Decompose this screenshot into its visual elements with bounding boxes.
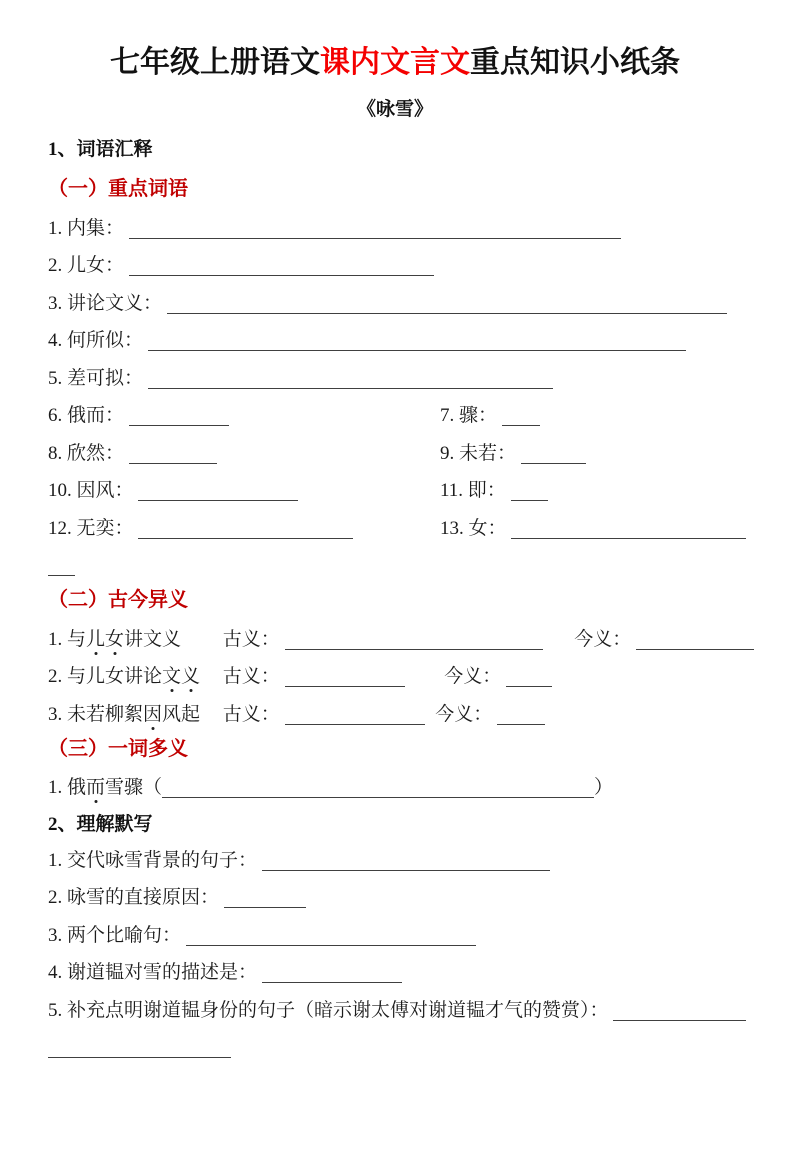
dictation-row-5-continuation: [48, 1036, 742, 1059]
page-title: [48, 42, 742, 84]
vocab-row-6: [48, 404, 440, 427]
dictation-row-2: [48, 886, 742, 909]
fill-blank: [636, 629, 754, 650]
section-2-heading: 2、理解默写: [48, 814, 153, 835]
question-label: 3. 两个比喻句：: [48, 924, 182, 946]
gu-label: 古义：: [222, 703, 280, 725]
question-label: 2. 咏雪的直接原因：: [48, 887, 220, 908]
term-label: 12. 无奕：: [48, 517, 134, 539]
section-1-heading: 1、词语汇释: [48, 139, 153, 160]
fill-blank: [162, 777, 594, 798]
term-label: 6. 俄而：: [48, 405, 125, 426]
subsection-1-heading: （一）重点词语: [48, 178, 188, 200]
fill-blank: [48, 555, 75, 576]
title-black-segment-2: 重点知识小纸条: [470, 46, 680, 79]
term-label: 10. 因风：: [48, 480, 134, 501]
fill-blank: [262, 850, 550, 871]
question-label: 1. 交代咏雪背景的句子：: [48, 849, 258, 871]
phrase-pre: 2. 与儿女讲论: [48, 666, 163, 687]
dictation-row-5: [48, 999, 742, 1022]
title-black-segment-1: 七年级上册语文: [110, 46, 320, 79]
gu-label: 古义：: [222, 628, 280, 650]
term-label: 1. 内集：: [48, 217, 125, 239]
title-red-segment: 课内文言文: [320, 46, 470, 79]
fill-blank: [48, 1037, 231, 1058]
phrase-emphasized: 而: [86, 777, 106, 798]
vocab-row-11: [440, 479, 742, 502]
vocab-row-2: [48, 254, 742, 277]
fill-blank: [262, 962, 402, 983]
phrase-label: [48, 628, 218, 651]
fill-blank: [138, 480, 298, 501]
question-label: 4. 谢道韫对雪的描述是：: [48, 962, 258, 983]
gu-label: 古义：: [222, 666, 280, 687]
vocab-row-13: [440, 517, 746, 540]
phrase-post: 风起: [162, 703, 201, 725]
fill-blank: [502, 405, 540, 426]
vocab-row-8-9: [48, 442, 742, 465]
term-label: 13. 女：: [440, 517, 507, 539]
term-label: 4. 何所似：: [48, 330, 144, 351]
phrase-post: 雪骤（: [105, 777, 163, 798]
polysemy-row-1: [48, 776, 742, 799]
fill-blank: [497, 704, 545, 725]
vocab-row-10-11: [48, 479, 742, 502]
fill-blank: [511, 518, 746, 539]
dictation-row-1: [48, 849, 742, 872]
fill-blank: [129, 405, 229, 426]
fill-blank: [129, 255, 434, 276]
term-label: 9. 未若：: [440, 442, 517, 464]
phrase-pre: 1. 与: [48, 628, 87, 650]
dictation-row-4: [48, 961, 742, 984]
fill-blank: [521, 443, 586, 464]
fill-blank: [285, 629, 543, 650]
worksheet-page: [0, 42, 790, 1059]
phrase-pre: 1. 俄: [48, 777, 87, 798]
term-label: 2. 儿女：: [48, 255, 125, 276]
fill-blank: [511, 480, 548, 501]
subsection-3-heading: （三）一词多义: [48, 737, 188, 760]
term-label: 5. 差可拟：: [48, 367, 144, 389]
phrase-emphasized: 文义: [162, 666, 201, 687]
vocab-row-12-13: [48, 517, 742, 540]
vocab-row-8: [48, 442, 440, 465]
question-label: 5. 补充点明谢道韫身份的句子（暗示谢太傅对谢道韫才气的赞赏）：: [48, 999, 609, 1021]
vocab-row-1: [48, 217, 742, 240]
vocab-row-3: [48, 292, 742, 315]
fill-blank: [224, 887, 306, 908]
phrase-emphasized: 儿女: [86, 628, 125, 650]
phrase-label: [48, 665, 218, 688]
jin-label: 今义：: [574, 628, 632, 650]
fill-blank: [148, 368, 553, 389]
subsection-2-heading: （二）古今异义: [48, 589, 188, 611]
phrase-emphasized: 因: [143, 703, 163, 725]
fill-blank: [285, 704, 425, 725]
vocab-row-9: [440, 442, 742, 465]
fill-blank: [148, 330, 686, 351]
term-label: 7. 骤：: [440, 405, 498, 426]
phrase-label: [48, 703, 218, 726]
lesson-subtitle: 《咏雪》: [356, 99, 433, 120]
vocab-row-13-continuation: [48, 554, 742, 577]
dictation-row-3: [48, 924, 742, 947]
fill-blank: [285, 666, 405, 687]
gujin-row-1: [48, 628, 742, 651]
vocab-row-5: [48, 367, 742, 390]
close-paren: ）: [594, 777, 614, 798]
jin-label: 今义：: [435, 703, 493, 725]
phrase-pre: 3. 未若柳絮: [48, 703, 144, 725]
term-label: 11. 即：: [440, 480, 506, 501]
fill-blank: [613, 1000, 746, 1021]
vocab-row-12: [48, 517, 440, 540]
vocab-row-10: [48, 479, 440, 502]
phrase-post: 讲文义: [124, 628, 182, 650]
fill-blank: [506, 666, 552, 687]
term-label: 8. 欣然：: [48, 442, 125, 464]
vocab-row-7: [440, 404, 742, 427]
jin-label: 今义：: [444, 666, 502, 687]
fill-blank: [138, 518, 353, 539]
fill-blank: [129, 218, 621, 239]
vocab-row-6-7: [48, 404, 742, 427]
vocab-row-4: [48, 329, 742, 352]
fill-blank: [129, 443, 217, 464]
gujin-row-3: [48, 703, 742, 726]
fill-blank: [186, 925, 476, 946]
gujin-row-2: [48, 665, 742, 688]
term-label: 3. 讲论文义：: [48, 292, 163, 314]
fill-blank: [167, 293, 727, 314]
